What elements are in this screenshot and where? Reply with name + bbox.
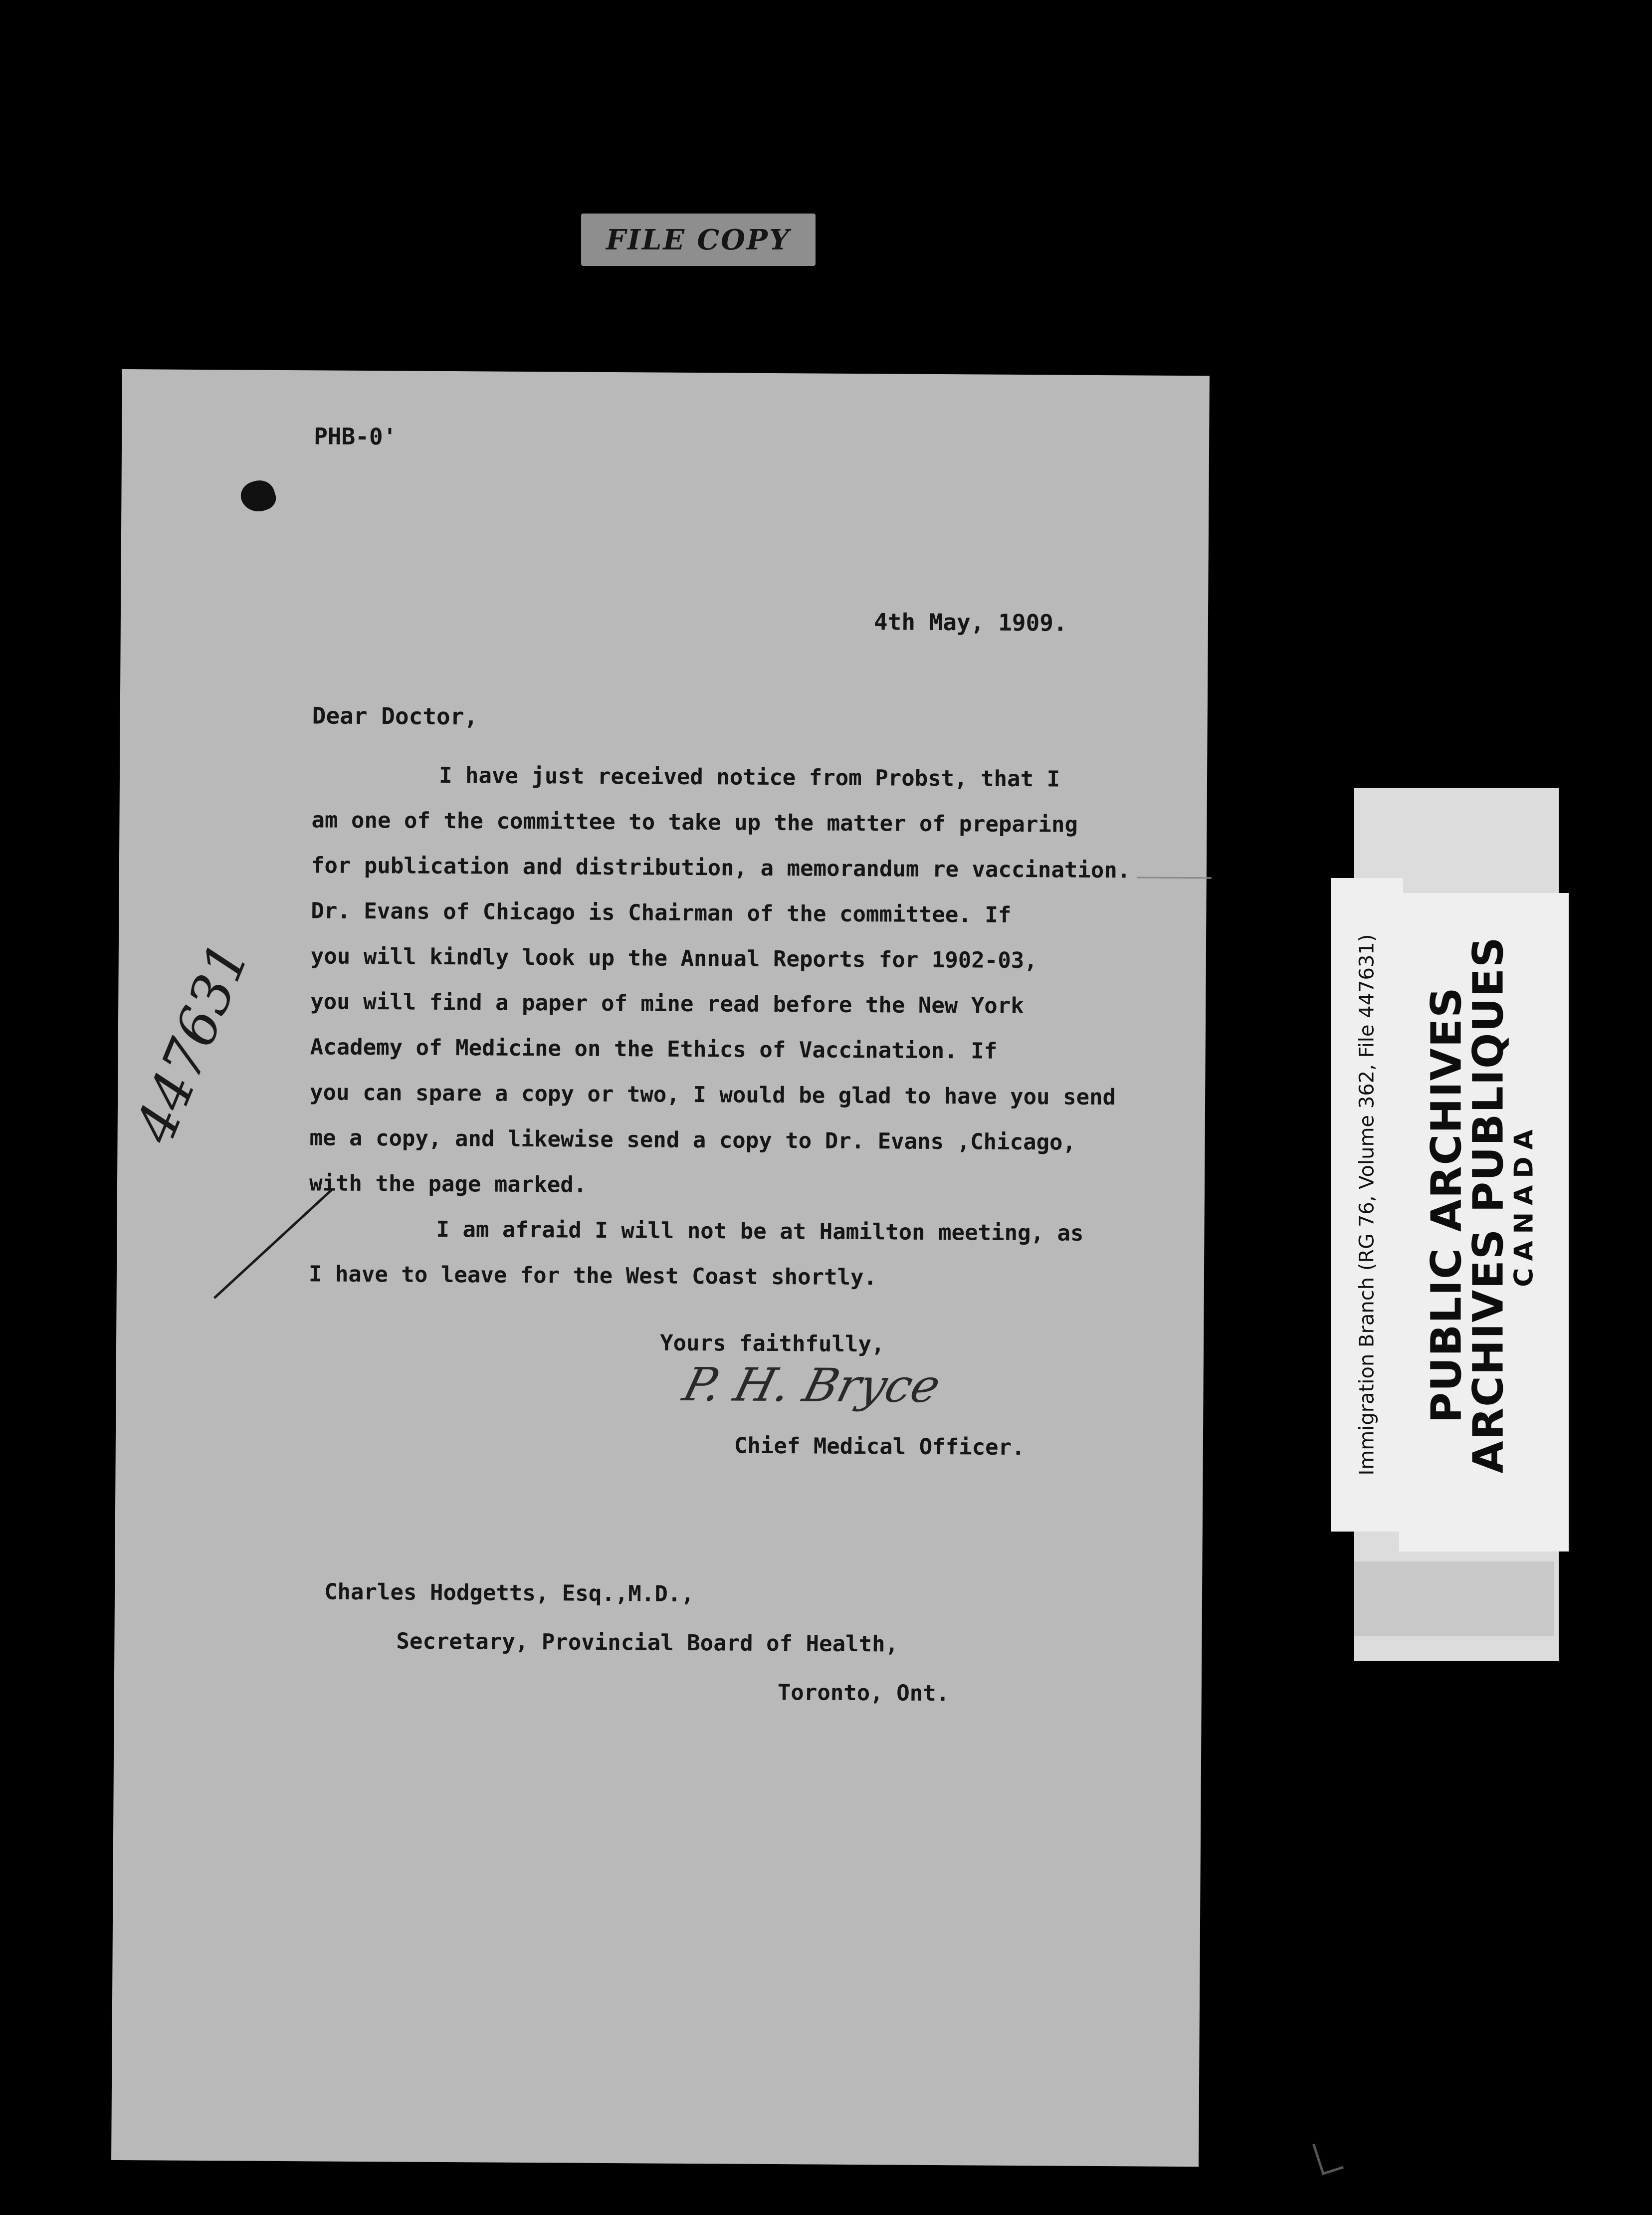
body-line: with the page marked. bbox=[309, 1170, 587, 1198]
body-line: you can spare a copy or two, I would be glad to have you send bbox=[309, 1080, 1116, 1110]
letter-body bbox=[309, 752, 1131, 1302]
handwritten-file-number: 447631 bbox=[122, 933, 261, 1152]
archive-label-line-2: ARCHIVES PUBLIQUES bbox=[1464, 936, 1513, 1474]
addressee-title: Secretary, Provincial Board of Health, bbox=[396, 1628, 899, 1657]
body-line: for publication and distribution, a memorandum re vaccination. bbox=[311, 853, 1131, 884]
file-copy-label: FILE COPY bbox=[606, 223, 791, 256]
body-line: Dr. Evans of Chicago is Chairman of the committee. If bbox=[311, 898, 1012, 928]
letter-sheet bbox=[111, 369, 1210, 2167]
body-line: me a copy, and likewise send a copy to Dr. Evans ,Chicago, bbox=[309, 1125, 1076, 1155]
addressee-name: Charles Hodgetts, Esq.,M.D., bbox=[324, 1579, 694, 1607]
reference-code: PHB-0' bbox=[314, 423, 397, 450]
signer-title: Chief Medical Officer. bbox=[734, 1433, 1025, 1461]
stray-mark bbox=[1312, 2138, 1344, 2176]
archive-reference-text: Immigration Branch (RG 76, Volume 362, File 447631) bbox=[1355, 934, 1379, 1476]
archive-label-line-1: PUBLIC ARCHIVES bbox=[1422, 986, 1471, 1423]
body-line: I am afraid I will not be at Hamilton meeting, as bbox=[436, 1216, 1084, 1246]
body-line: I have just received notice from Probst, that I bbox=[438, 762, 1060, 792]
addressee-city: Toronto, Ont. bbox=[777, 1680, 950, 1707]
file-copy-tab bbox=[581, 214, 816, 266]
signature: P. H. Bryce bbox=[677, 1358, 946, 1413]
archive-label bbox=[1402, 878, 1561, 1532]
letter-date: 4th May, 1909. bbox=[873, 608, 1067, 637]
archive-reference-ribbon bbox=[1331, 878, 1403, 1532]
complimentary-closing: Yours faithfully, bbox=[659, 1330, 885, 1357]
ink-blot bbox=[237, 476, 279, 516]
salutation: Dear Doctor, bbox=[312, 702, 478, 730]
archive-label-line-3: CANADA bbox=[1509, 1122, 1540, 1287]
body-line: Academy of Medicine on the Ethics of Vaccination. If bbox=[310, 1034, 998, 1064]
archive-label-text bbox=[1422, 936, 1540, 1474]
archive-label-tab bbox=[1354, 1561, 1554, 1636]
body-line: you will kindly look up the Annual Reports for 1902-03, bbox=[310, 943, 1037, 974]
body-line: am one of the committee to take up the matter of preparing bbox=[311, 807, 1078, 838]
body-line: I have to leave for the West Coast shortly. bbox=[308, 1261, 877, 1291]
margin-rule bbox=[1137, 877, 1212, 879]
body-line: you will find a paper of mine read before the New York bbox=[310, 989, 1024, 1019]
addressee-block bbox=[324, 1568, 950, 1719]
